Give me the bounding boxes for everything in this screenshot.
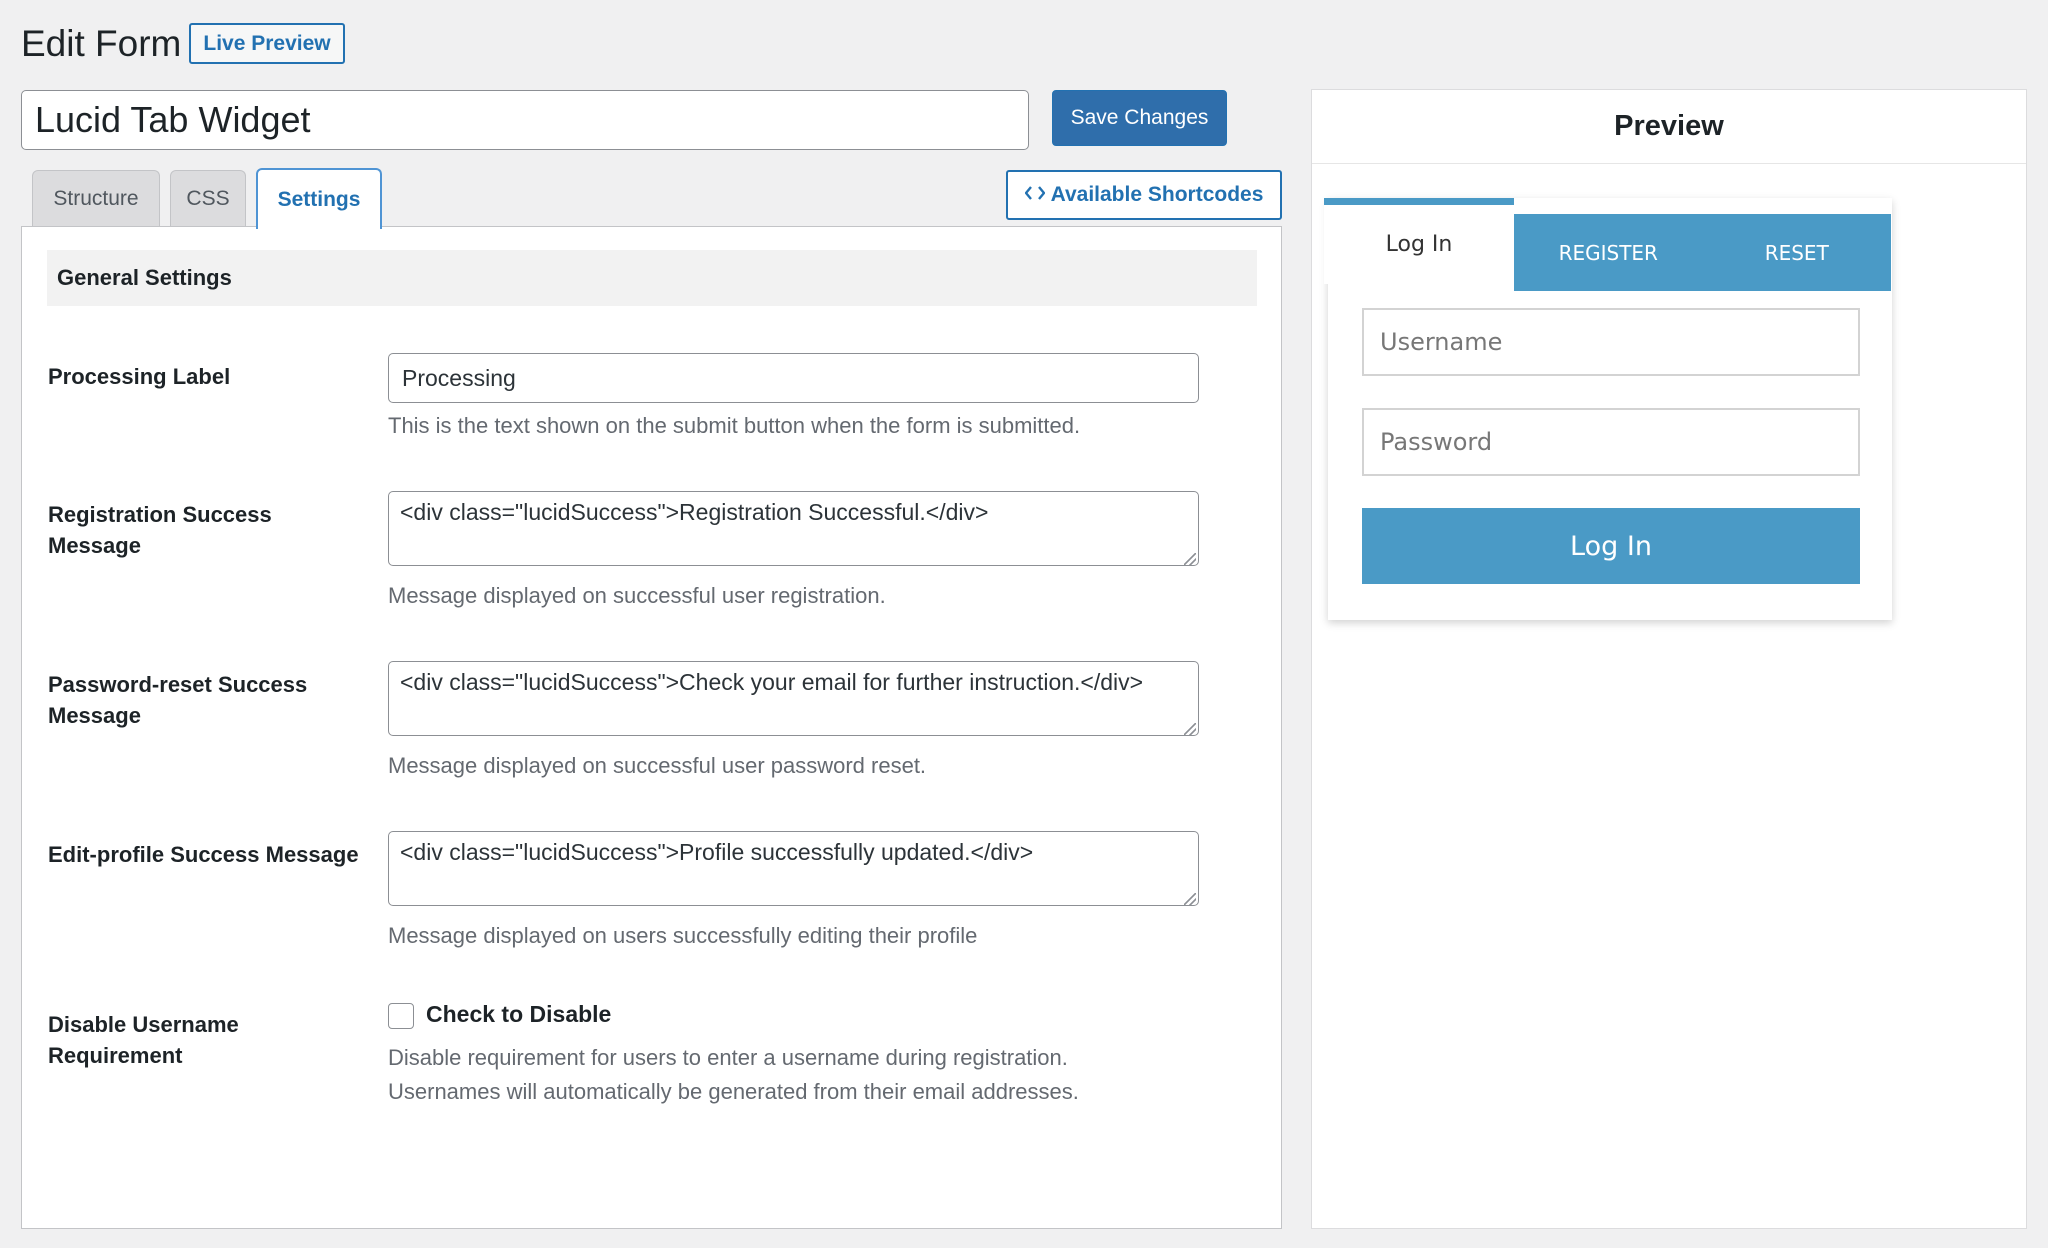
page-title: Edit Form bbox=[21, 23, 182, 64]
processing-label-label: Processing Label bbox=[48, 364, 231, 389]
widget-tab-register[interactable]: REGISTER bbox=[1558, 240, 1658, 265]
settings-panel bbox=[21, 226, 1282, 1229]
widget-tab-bar bbox=[1514, 214, 1891, 291]
disable-username-label: Disable Username Requirement bbox=[48, 1012, 239, 1068]
tab-settings[interactable]: Settings bbox=[256, 168, 382, 229]
widget-tab-login[interactable]: Log In bbox=[1324, 198, 1514, 284]
form-name-input[interactable] bbox=[21, 90, 1029, 150]
widget-password-input[interactable] bbox=[1362, 408, 1860, 476]
registration-success-help: Message displayed on successful user registration. bbox=[388, 583, 886, 608]
available-shortcodes-label: Available Shortcodes bbox=[1050, 183, 1264, 206]
live-preview-button[interactable]: Live Preview bbox=[189, 23, 345, 64]
edit-profile-success-label: Edit-profile Success Message bbox=[48, 842, 359, 867]
widget-login-button[interactable]: Log In bbox=[1362, 508, 1860, 584]
processing-label-help: This is the text shown on the submit button when the form is submitted. bbox=[388, 413, 1081, 438]
tab-css[interactable]: CSS bbox=[170, 170, 246, 227]
preview-panel bbox=[1311, 89, 2027, 1229]
section-title-general-settings: General Settings bbox=[47, 250, 1257, 306]
widget-tab-reset[interactable]: RESET bbox=[1764, 240, 1829, 265]
password-reset-success-textarea[interactable] bbox=[388, 661, 1199, 736]
disable-username-checkbox[interactable] bbox=[388, 1003, 414, 1029]
registration-success-textarea[interactable] bbox=[388, 491, 1199, 566]
preview-title: Preview bbox=[1312, 90, 2026, 164]
save-changes-button[interactable]: Save Changes bbox=[1052, 90, 1227, 146]
disable-username-help: Disable requirement for users to enter a username during registration. Usernames will automatically be generated from their email addresses. bbox=[388, 1045, 1079, 1104]
widget-username-input[interactable] bbox=[1362, 308, 1860, 376]
available-shortcodes-button[interactable] bbox=[1006, 170, 1282, 220]
tab-structure[interactable]: Structure bbox=[32, 170, 160, 227]
password-reset-success-help: Message displayed on successful user password reset. bbox=[388, 753, 927, 778]
login-widget bbox=[1328, 198, 1892, 620]
registration-success-label: Registration Success Message bbox=[48, 502, 272, 558]
code-brackets-icon bbox=[1025, 183, 1045, 207]
password-reset-success-label: Password-reset Success Message bbox=[48, 672, 308, 728]
disable-username-checkbox-label[interactable]: Check to Disable bbox=[426, 1001, 612, 1027]
processing-label-input[interactable] bbox=[388, 353, 1199, 403]
edit-profile-success-textarea[interactable] bbox=[388, 831, 1199, 906]
edit-profile-success-help: Message displayed on users successfully editing their profile bbox=[388, 923, 978, 948]
